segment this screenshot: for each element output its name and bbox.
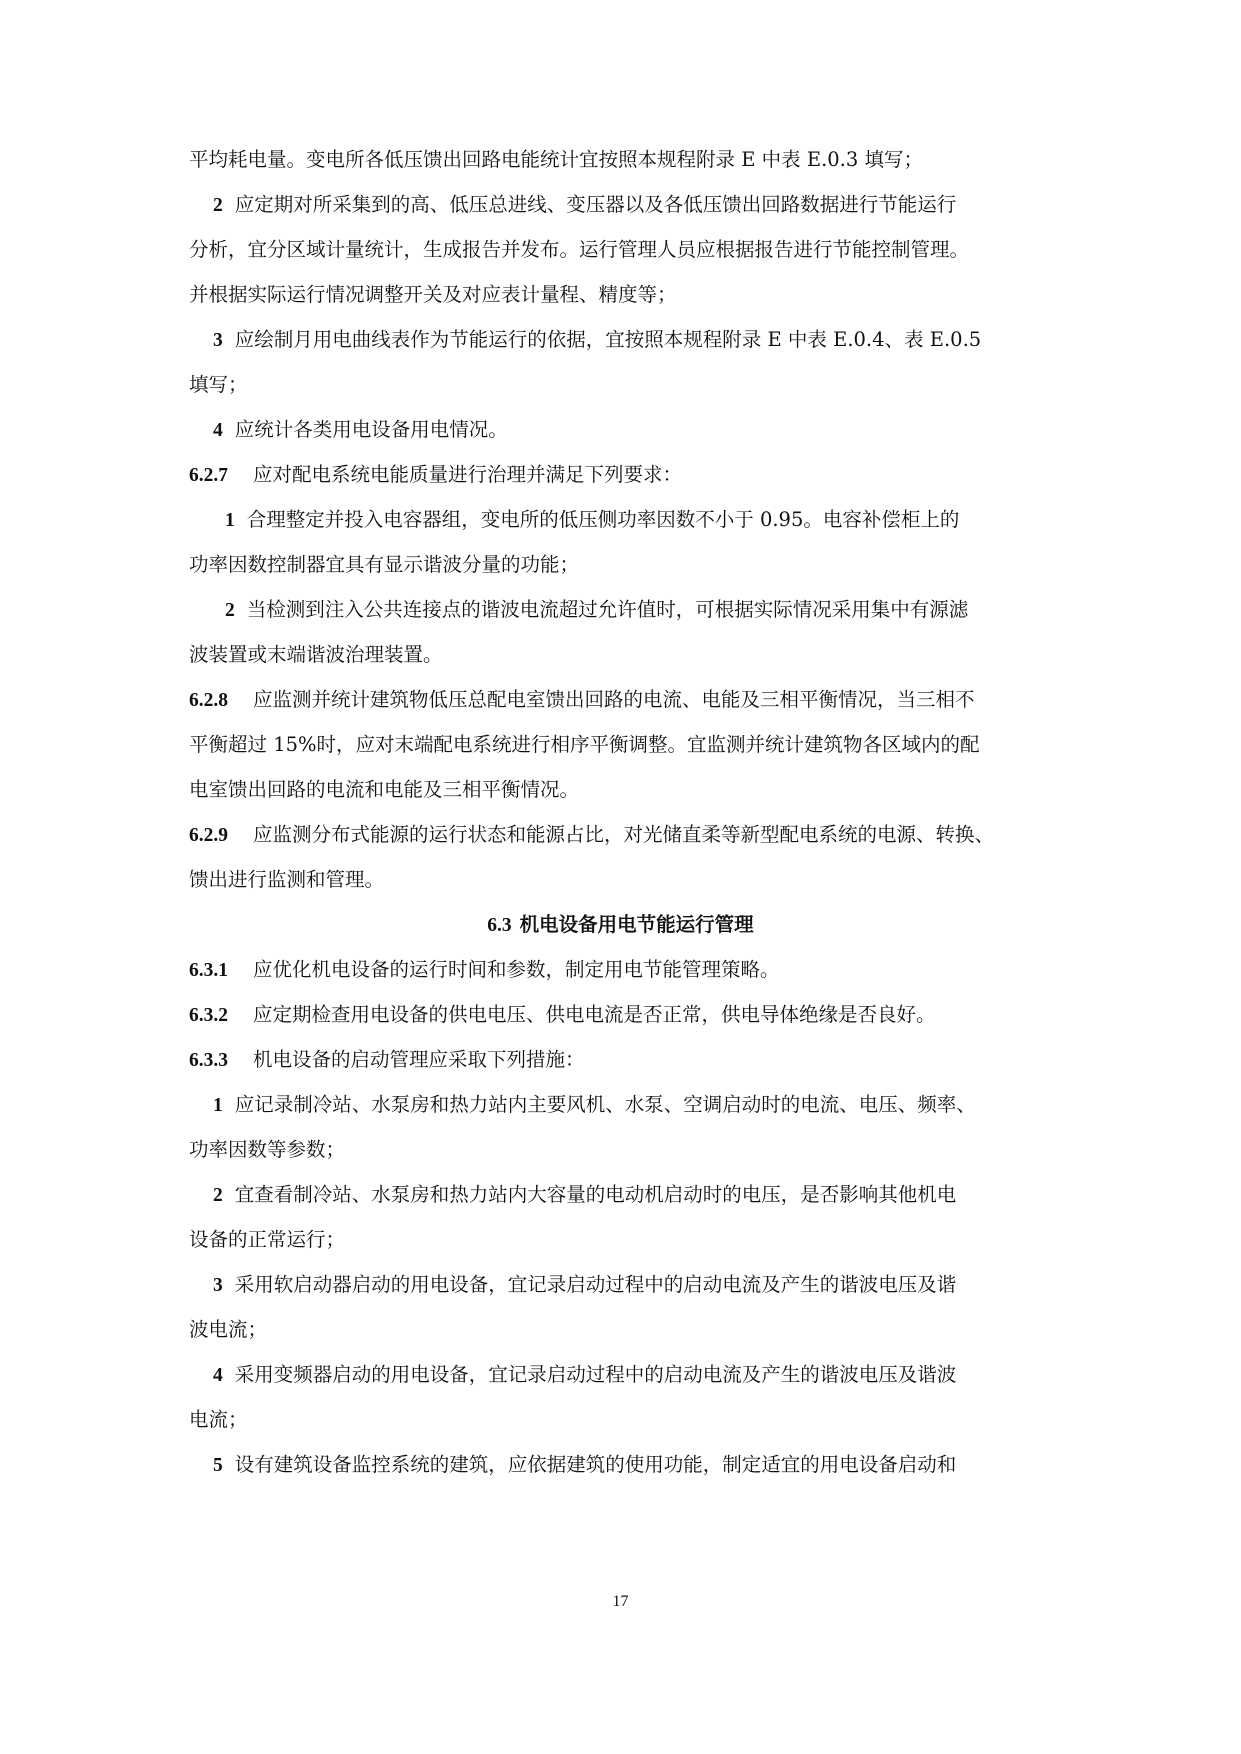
- page-number: 17: [612, 1593, 629, 1610]
- line-text: 机电设备的启动管理应采取下列措施：: [253, 1048, 585, 1071]
- clause: [189, 460, 1059, 491]
- clause: [189, 1045, 1059, 1076]
- text-line: [189, 865, 1059, 895]
- line-text: 应绘制月用电曲线表作为节能运行的依据，宜按照本规程附录 E 中表 E.0.4、表 E.0.5: [234, 328, 982, 351]
- line-text: 填写；: [189, 373, 248, 396]
- text-line: [189, 1135, 1059, 1165]
- line-text: 分析，宜分区域计量统计，生成报告并发布。运行管理人员应根据报告进行节能控制管理。: [189, 238, 970, 261]
- line-text: 应记录制冷站、水泵房和热力站内主要风机、水泵、空调启动时的电流、电压、频率、: [234, 1093, 976, 1116]
- line-text: 宜查看制冷站、水泵房和热力站内大容量的电动机启动时的电压，是否影响其他机电: [234, 1183, 957, 1206]
- line-text: 平衡超过 15%时，应对末端配电系统进行相序平衡调整。宜监测并统计建筑物各区域内的配: [189, 733, 980, 756]
- line-text: 波电流；: [189, 1318, 268, 1341]
- item-number: 4: [213, 420, 223, 441]
- item-number: 2: [213, 195, 223, 216]
- text-line: [189, 235, 1059, 265]
- item-number: 1: [213, 1095, 223, 1116]
- list-item: [189, 190, 1059, 221]
- line-text: 设备的正常运行；: [189, 1228, 346, 1251]
- line-text: 波装置或末端谐波治理装置。: [189, 643, 443, 666]
- text-line: [189, 640, 1059, 670]
- line-text: 采用变频器启动的用电设备，宜记录启动过程中的启动电流及产生的谐波电压及谐波: [234, 1363, 957, 1386]
- line-text: 馈出进行监测和管理。: [189, 868, 385, 891]
- text-line: [189, 1225, 1059, 1255]
- line-text: 电流；: [189, 1408, 248, 1431]
- item-number: 5: [213, 1455, 223, 1476]
- line-text: 应对配电系统电能质量进行治理并满足下列要求：: [253, 463, 683, 486]
- item-number: 1: [225, 510, 235, 531]
- clause-number: 6.2.8: [189, 690, 228, 711]
- item-number: 2: [225, 600, 235, 621]
- clause: [189, 685, 1059, 716]
- section-number: 6.3: [487, 915, 512, 936]
- list-item: [189, 1270, 1059, 1301]
- line-text: 应监测并统计建筑物低压总配电室馈出回路的电流、电能及三相平衡情况，当三相不: [253, 688, 975, 711]
- line-text: 电室馈出回路的电流和电能及三相平衡情况。: [189, 778, 580, 801]
- text-line: [189, 1315, 1059, 1345]
- text-line: [189, 1405, 1059, 1435]
- clause-number: 6.2.7: [189, 465, 228, 486]
- line-text: 应统计各类用电设备用电情况。: [234, 418, 508, 441]
- line-text: 应定期检查用电设备的供电电压、供电电流是否正常，供电导体绝缘是否良好。: [253, 1003, 936, 1026]
- item-number: 3: [213, 1275, 223, 1296]
- text-line: [189, 370, 1059, 400]
- item-number: 2: [213, 1185, 223, 1206]
- text-line: [189, 730, 1059, 760]
- list-item: [189, 1180, 1059, 1211]
- clause: [189, 1000, 1059, 1031]
- clause-number: 6.3.3: [189, 1050, 228, 1071]
- clause: [189, 955, 1059, 986]
- list-item: [189, 595, 1059, 626]
- list-item: [189, 1360, 1059, 1391]
- list-item: [189, 325, 1059, 356]
- item-number: 4: [213, 1365, 223, 1386]
- clause-number: 6.3.1: [189, 960, 228, 981]
- section-title: 机电设备用电节能运行管理: [519, 913, 754, 936]
- line-text: 当检测到注入公共连接点的谐波电流超过允许值时，可根据实际情况采用集中有源滤: [246, 598, 969, 621]
- line-text: 合理整定并投入电容器组，变电所的低压侧功率因数不小于 0.95。电容补偿柜上的: [246, 508, 960, 531]
- text-line: [189, 145, 1059, 175]
- clause: [189, 820, 1059, 851]
- line-text: 设有建筑设备监控系统的建筑，应依据建筑的使用功能，制定适宜的用电设备启动和: [234, 1453, 957, 1476]
- line-text: 功率因数控制器宜具有显示谐波分量的功能；: [189, 553, 580, 576]
- line-text: 采用软启动器启动的用电设备，宜记录启动过程中的启动电流及产生的谐波电压及谐: [234, 1273, 957, 1296]
- list-item: [189, 1450, 1059, 1481]
- line-text: 应定期对所采集到的高、低压总进线、变压器以及各低压馈出回路数据进行节能运行: [234, 193, 957, 216]
- line-text: 并根据实际运行情况调整开关及对应表计量程、精度等；: [189, 283, 677, 306]
- text-line: [189, 280, 1059, 310]
- text-line: [189, 550, 1059, 580]
- clause-number: 6.2.9: [189, 825, 228, 846]
- text-line: [189, 775, 1059, 805]
- line-text: 功率因数等参数；: [189, 1138, 346, 1161]
- clause-number: 6.3.2: [189, 1005, 228, 1026]
- list-item: [189, 1090, 1059, 1121]
- list-item: [189, 505, 1059, 536]
- line-text: 应监测分布式能源的运行状态和能源占比，对光储直柔等新型配电系统的电源、转换、: [253, 823, 995, 846]
- item-number: 3: [213, 330, 223, 351]
- section-heading: [0, 910, 1241, 941]
- list-item: [189, 415, 1059, 446]
- line-text: 应优化机电设备的运行时间和参数，制定用电节能管理策略。: [253, 958, 780, 981]
- line-text: 平均耗电量。变电所各低压馈出回路电能统计宜按照本规程附录 E 中表 E.0.3 填写；: [189, 148, 923, 171]
